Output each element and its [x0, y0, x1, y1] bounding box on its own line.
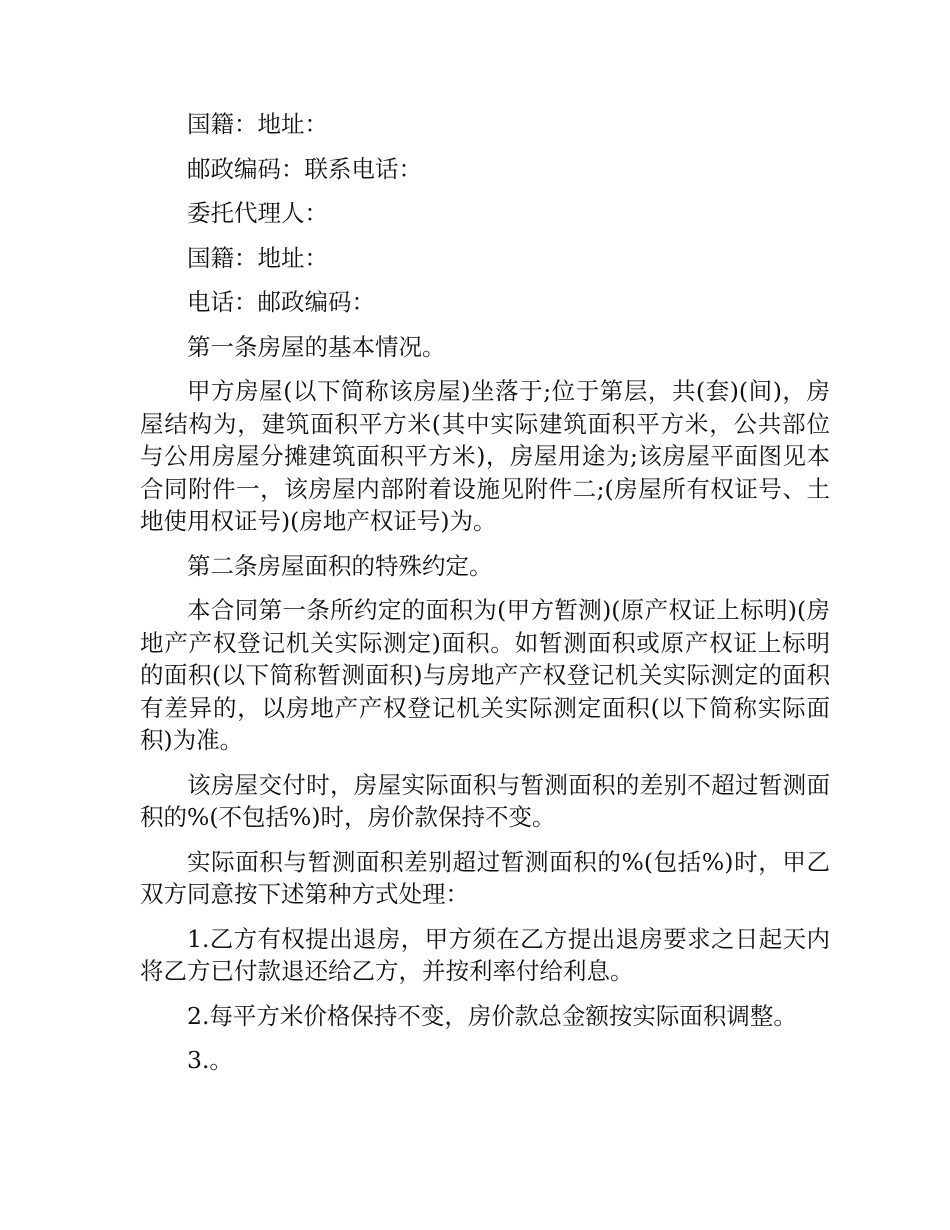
agent-line: 委托代理人： [187, 199, 328, 227]
nationality-address-line-1: 国籍：地址： [187, 110, 328, 138]
nationality-address-line-2: 国籍：地址： [187, 243, 328, 272]
area-difference-exceeds-limit: 实际面积与暂测面积差别超过暂测面积的%(包括%)时，甲乙双方同意按下述第种方式处理： [140, 847, 830, 908]
postal-code-phone-line: 邮政编码：联系电话： [187, 154, 422, 183]
article-1-body: 甲方房屋(以下简称该房屋)坐落于;位于第层，共(套)(间)，房屋结构为，建筑面积平方米(其中实际建筑面积平方米，公共部位与公用房屋分摊建筑面积平方米)，房屋用途为;该房屋平面图见本合同附件一，该房屋内部附着设施见附件二;(房屋所有权证号、土地使用权证号)(房地产权证号)为。 [140, 377, 830, 535]
phone-postal-code-line: 电话：邮政编码： [187, 288, 375, 316]
article-1-heading: 第一条房屋的基本情况。 [187, 332, 446, 361]
contract-body [140, 108, 830, 1089]
option-3: 3.。 [187, 1046, 233, 1074]
article-2-heading: 第二条房屋面积的特殊约定。 [187, 551, 493, 580]
option-2: 2.每平方米价格保持不变，房价款总金额按实际面积调整。 [187, 1001, 797, 1030]
option-1: 1.乙方有权提出退房，甲方须在乙方提出退房要求之日起天内将乙方已付款退还给乙方，并按利率付给利息。 [140, 924, 830, 985]
area-difference-within-limit: 该房屋交付时，房屋实际面积与暂测面积的差别不超过暂测面积的%(不包括%)时，房价款保持不变。 [140, 770, 830, 831]
article-2-body: 本合同第一条所约定的面积为(甲方暂测)(原产权证上标明)(房地产产权登记机关实际测定)面积。如暂测面积或原产权证上标明的面积(以下简称暂测面积)与房地产产权登记机关实际测定的面积有差异的，以房地产产权登记机关实际测定面积(以下简称实际面积)为准。 [140, 596, 830, 754]
